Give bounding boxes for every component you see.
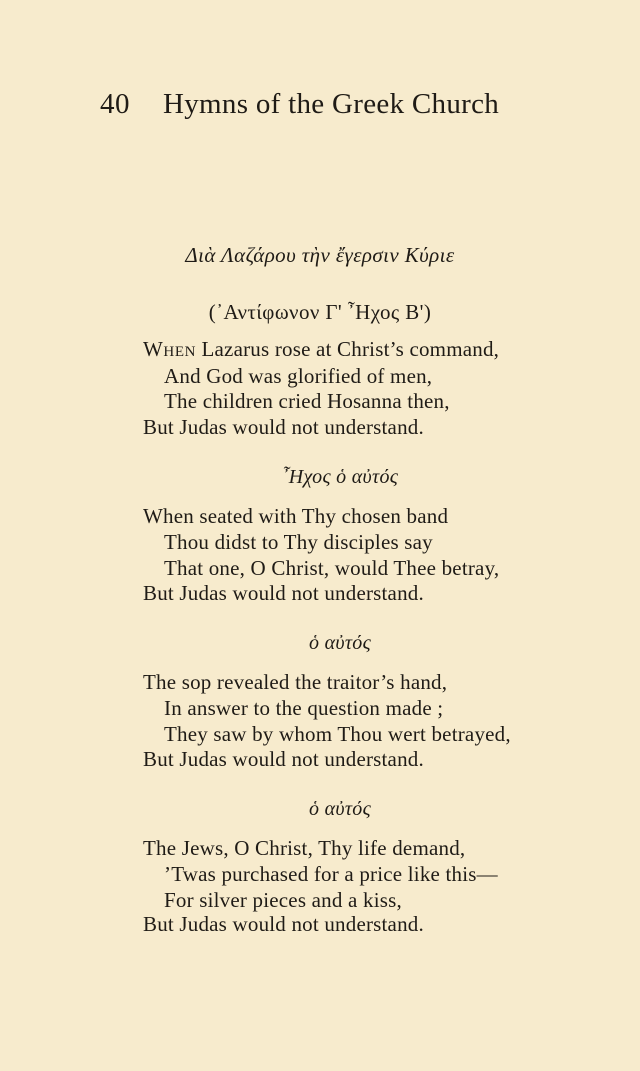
stanza-heading: ὁ αὐτός [308,632,372,654]
verse-line [143,337,499,362]
verse-line: The Jews, O Christ, Thy life demand, [143,836,466,860]
verse-lead-word: When [143,337,197,361]
verse-line: They saw by whom Thou wert betrayed, [164,722,511,746]
hymn-greek-title: Διὰ Λαζάρου τὴν ἔγερσιν Κύριε [185,243,455,267]
verse-line: And God was glorified of men, [164,364,433,388]
verse-line: For silver pieces and a kiss, [164,888,402,912]
running-head [100,88,520,128]
page-number: 40 [100,88,130,120]
verse-line: But Judas would not understand. [143,747,424,771]
verse-line: In answer to the question made ; [164,696,444,720]
verse-line: Thou didst to Thy disciples say [164,530,433,554]
verse-line: But Judas would not understand. [143,581,424,605]
verse-line: But Judas would not understand. [143,415,424,439]
stanza-heading: ῏Ηχος ὁ αὐτός [281,466,399,488]
stanza-heading: ὁ αὐτός [308,798,372,820]
verse-line: But Judas would not understand. [143,912,424,936]
verse-line: The children cried Hosanna then, [164,389,450,413]
verse-line: The sop revealed the traitor’s hand, [143,670,448,694]
verse-line: ’Twas purchased for a price like this— [164,862,498,886]
running-title: Hymns of the Greek Church [163,88,500,120]
verse-line-rest: Lazarus rose at Christ’s command, [196,337,500,361]
antiphon-label: (᾿Αντίφωνον Γ' ῏Ηχος Β') [208,300,432,324]
verse-line: When seated with Thy chosen band [143,504,449,528]
verse-line: That one, O Christ, would Thee betray, [164,556,500,580]
